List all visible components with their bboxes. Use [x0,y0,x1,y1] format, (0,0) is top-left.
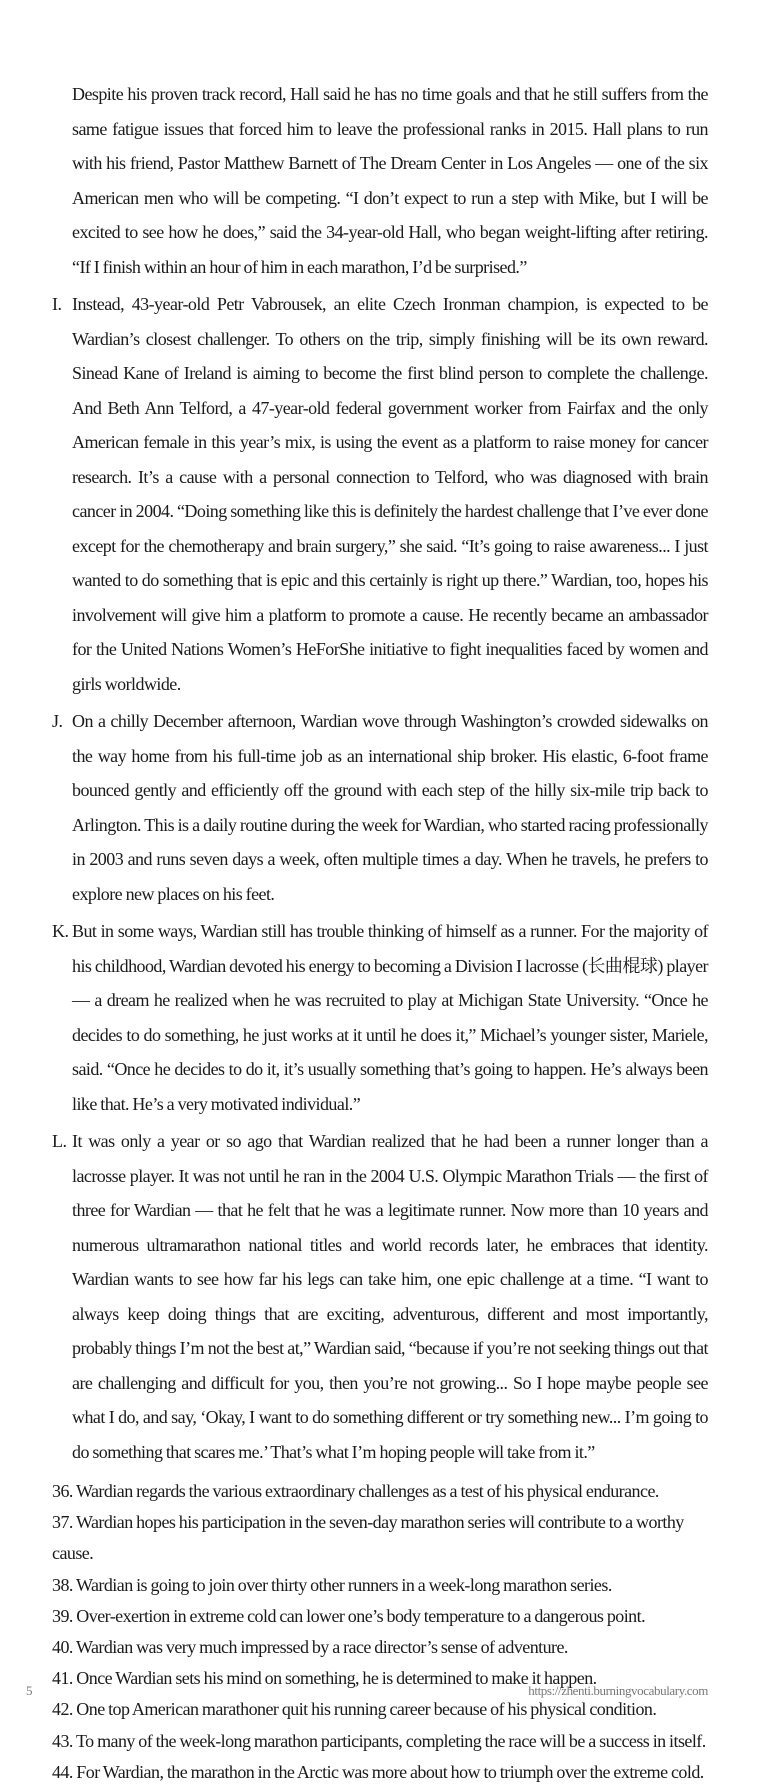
paragraph-text: Despite his proven track record, Hall said he has no time goals and that he still suffers from the same fatigue issues that forced him to leave the professional ranks in 2015. Hall plans to run with his friend, Pastor Matthew Barnett of The Dream Center in Los Angeles — one of the six American men who will be competing. “I don’t expect to run a step with Mike, but I will be excited to see how he does,” said the 34-year-old Hall, who began weight-lifting after retiring. “If I finish within an hour of him in each marathon, I’d be surprised.” [72,84,708,277]
paragraph-continuation [52,77,708,284]
footer-url: https://zhenti.burningvocabulary.com [528,1683,708,1698]
paragraph-marker: K. [52,921,69,941]
question-item: 38. Wardian is going to join over thirty other runners in a week-long marathon series. [52,1574,612,1595]
paragraph-i [52,287,708,701]
article-body [52,77,708,1788]
paragraph-text: On a chilly December afternoon, Wardian wove through Washington’s crowded sidewalks on the way home from his full-time job as an international ship broker. His elastic, 6-foot frame bounced gently and efficiently off the ground with each step of the hilly six-mile trip back to Arlington. This is a daily routine during the week for Wardian, who started racing professionally in 2003 and runs seven days a week, often multiple times a day. When he travels, he prefers to explore new places on his feet. [72,711,708,904]
question-item: 44. For Wardian, the marathon in the Arctic was more about how to triumph over the extreme cold. [52,1761,704,1782]
question-item: 39. Over-exertion in extreme cold can lower one’s body temperature to a dangerous point. [52,1605,646,1626]
paragraph-marker: L. [52,1131,67,1151]
question-item: 42. One top American marathoner quit his running career because of his physical condition. [52,1699,657,1720]
paragraph-text: But in some ways, Wardian still has trouble thinking of himself as a runner. For the majority of his childhood, Wardian devoted his energy to becoming a Division I lacrosse (长曲棍球) player — a dream he realized when he was recruited to play at Michigan State University. “Once he decides to do something, he just works at it until he does it,” Michael’s younger sister, Mariele, said. “Once he decides to do it, it’s usually something that’s going to happen. He’s always been like that. He’s a very motivated individual.” [72,921,708,1114]
paragraph-text: Instead, 43-year-old Petr Vabrousek, an elite Czech Ironman champion, is expected to be Wardian’s closest challenger. To others on the trip, simply finishing will be its own reward. Sinead Kane of Ireland is aiming to become the first blind person to complete the challenge. And Beth Ann Telford, a 47-year-old federal government worker from Fairfax and the only American female in this year’s mix, is using the event as a platform to raise money for cancer research. It’s a cause with a personal connection to Telford, who was diagnosed with brain cancer in 2004. “Doing something like this is definitely the hardest challenge that I’ve ever done except for the chemotherapy and brain surgery,” she said. “It’s going to raise awareness... I just wanted to do something that is epic and this certainly is right up there.” Wardian, too, hopes his involvement will give him a platform to promote a cause. He recently became an ambassador for the United Nations Women’s HeForShe initiative to fight inequalities faced by women and girls worldwide. [72,294,708,694]
question-item: 40. Wardian was very much impressed by a race director’s sense of adventure. [52,1637,568,1658]
question-item: 37. Wardian hopes his participation in the seven-day marathon series will contribute to a worthy cause. [52,1512,684,1564]
question-item: 41. Once Wardian sets his mind on something, he is determined to make it happen. [52,1668,597,1689]
paragraph-marker: I. [52,294,62,314]
paragraph-text: It was only a year or so ago that Wardian realized that he had been a runner longer than a lacrosse player. It was not until he ran in the 2004 U.S. Olympic Marathon Trials — the first of three for Wardian — that he felt that he was a legitimate runner. Now more than 10 years and numerous ultramarathon national titles and world records later, he embraces that identity. Wardian wants to see how far his legs can take him, one epic challenge at a time. “I want to always keep doing things that are exciting, adventurous, different and most importantly, probably things I’m not the best at,” Wardian said, “because if you’re not seeking things out that are challenging and difficult for you, then you’re not growing... So I hope maybe people see what I do, and say, ‘Okay, I want to do something different or try something new... I’m going to do something that scares me.’ That’s what I’m hoping people will take from it.” [72,1131,708,1462]
question-item: 36. Wardian regards the various extraordinary challenges as a test of his physical endurance. [52,1481,659,1501]
paragraph-k [52,914,708,1121]
page-number: 5 [26,1683,33,1698]
paragraph-j [52,704,708,911]
paragraph-l [52,1124,708,1469]
question-list [52,1476,708,1788]
paragraph-marker: J. [52,711,63,731]
question-item: 43. To many of the week-long marathon participants, completing the race will be a success in itself. [52,1730,706,1751]
